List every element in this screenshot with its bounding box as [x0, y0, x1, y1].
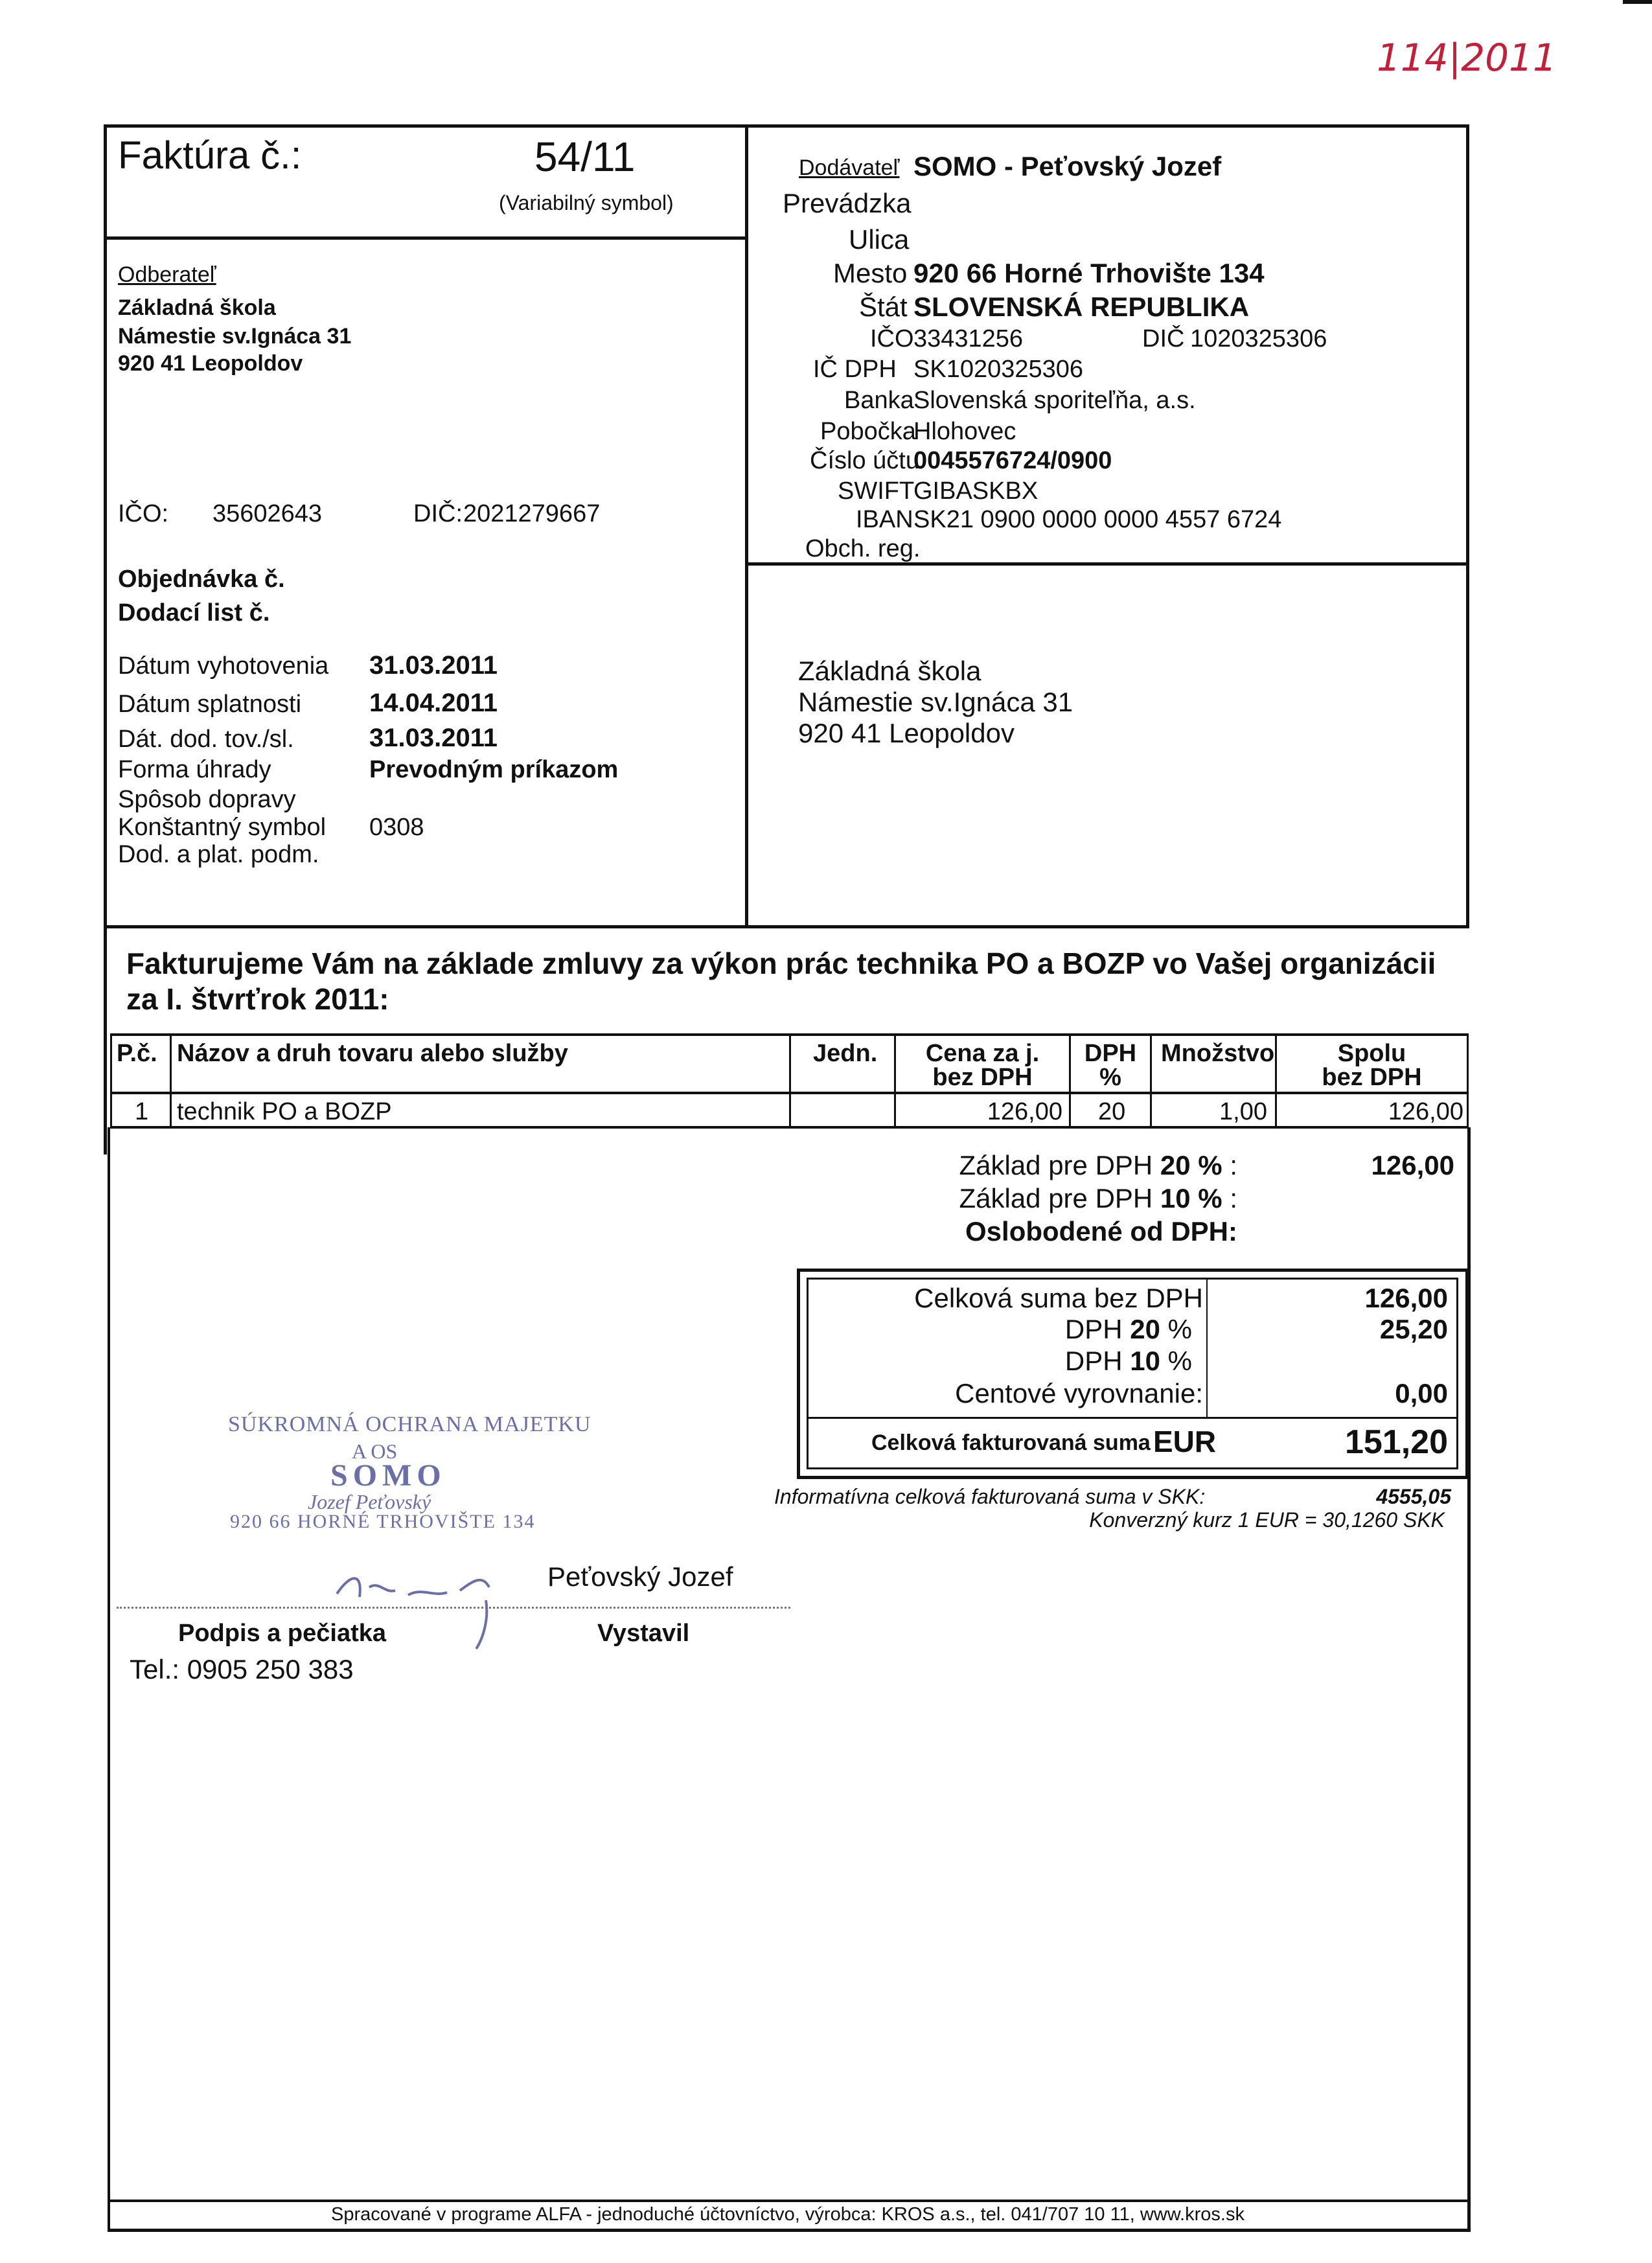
vat-label: DPH: [1064, 1314, 1123, 1344]
vat-base-pct: 10 %: [1160, 1183, 1222, 1213]
row-total: 126,00: [1388, 1098, 1463, 1125]
vat-base-10-label: Základ pre DPH 10 % :: [959, 1183, 1237, 1213]
date-value: 0308: [369, 814, 424, 841]
frame-top: [104, 124, 1469, 128]
customer-name: Základná škola: [118, 295, 276, 320]
supplier-account-label: Číslo účtu: [810, 447, 919, 474]
date-label: Forma úhrady: [118, 756, 271, 783]
header-divider: [745, 124, 748, 926]
vat20-label: [816, 1314, 1192, 1345]
skk-value: 4555,05: [1376, 1485, 1451, 1508]
col-header-total-sub: bez DPH: [1322, 1064, 1422, 1091]
date-value: 31.03.2011: [369, 724, 498, 752]
col-header-pc: P.č.: [117, 1040, 157, 1067]
total-no-vat-label: Celková suma bez DPH: [914, 1283, 1203, 1313]
signature-label: Podpis a pečiatka: [178, 1620, 387, 1647]
footer-top-line: [108, 2200, 1471, 2202]
skk-label: Informatívna celková fakturovaná suma v SKK:: [774, 1485, 1206, 1508]
date-label: Spôsob dopravy: [118, 786, 296, 813]
date-value: Prevodným príkazom: [369, 756, 619, 783]
vat10-label: [816, 1346, 1192, 1377]
customer-ico-label: IČO:: [118, 500, 169, 527]
date-label: Konštantný symbol: [118, 814, 327, 841]
total-no-vat-value: 126,00: [1364, 1283, 1448, 1313]
issued-by-label: Vystavil: [597, 1620, 690, 1647]
invoice-number: 54/11: [534, 133, 636, 180]
customer-ico: 35602643: [212, 500, 323, 527]
handwritten-reference: 114|2011: [1377, 36, 1557, 80]
row-qty: 1,00: [1219, 1098, 1267, 1125]
frame-bottom: [108, 2229, 1471, 2232]
supplier-bank-label: Banka: [844, 387, 914, 414]
supplier-country: SLOVENSKÁ REPUBLIKA: [913, 292, 1250, 322]
delivery-note-label: Dodací list č.: [118, 599, 270, 626]
col-header-unit: Jedn.: [813, 1040, 878, 1067]
supplier-row-label: Ulica: [849, 224, 910, 255]
date-label: Dod. a plat. podm.: [118, 841, 319, 868]
supplier-ico: 33431256: [913, 325, 1024, 352]
vat-base-20-label: Základ pre DPH 20 % :: [959, 1150, 1237, 1180]
frame-right: [1466, 124, 1469, 928]
col-header-price: Cena za j.: [925, 1040, 1040, 1067]
col-header-vat: DPH: [1084, 1040, 1137, 1067]
delivery-name: Základná škola: [798, 656, 981, 686]
supplier-row-label: Prevádzka: [783, 188, 912, 218]
invoice-number-note: (Variabilný symbol): [499, 191, 674, 214]
customer-dic: 2021279667: [463, 500, 601, 527]
stamp-line: Jozef Peťovský: [308, 1490, 431, 1513]
date-label: Dát. dod. tov./sl.: [118, 726, 294, 753]
line-under-invoice: [107, 236, 745, 240]
page-edge-mark: [1623, 0, 1652, 4]
supplier-dic: 1020325306: [1190, 325, 1327, 352]
rounding-label: Centové vyrovnanie:: [955, 1378, 1203, 1408]
vat-base-pct: 20 %: [1160, 1150, 1222, 1180]
delivery-street: Námestie sv.Ignáca 31: [798, 687, 1073, 717]
vat-label: DPH: [1064, 1346, 1123, 1376]
stamp-line: SÚKROMNÁ OCHRANA MAJETKU: [228, 1412, 591, 1436]
date-value: 14.04.2011: [369, 689, 498, 717]
supplier-icdph-label: IČ DPH: [813, 356, 897, 383]
grand-total-value: 151,20: [1344, 1423, 1448, 1461]
customer-dic-label: DIČ:: [413, 500, 463, 527]
row-vat: 20: [1098, 1098, 1126, 1125]
pct-sign: %: [1167, 1314, 1192, 1344]
customer-street: Námestie sv.Ignáca 31: [118, 324, 352, 349]
footer-text: Spracované v programe ALFA - jednoduché účtovníctvo, výrobca: KROS a.s., tel. 041/707 10 11, www.kros.sk: [331, 2204, 1245, 2225]
supplier-bank: Slovenská sporiteľňa, a.s.: [913, 387, 1196, 414]
vat20-value: 25,20: [1379, 1314, 1448, 1344]
vat-pct: 20: [1130, 1314, 1160, 1344]
supplier-branch-label: Pobočka: [820, 418, 916, 445]
order-number-label: Objednávka č.: [118, 566, 285, 593]
date-label: Dátum vyhotovenia: [118, 652, 329, 680]
phone: Tel.: 0905 250 383: [130, 1654, 354, 1684]
supplier-name: SOMO - Peťovský Jozef: [913, 151, 1222, 181]
frame-left-lower: [108, 1127, 110, 2229]
grand-total-currency: EUR: [1153, 1425, 1217, 1458]
intro-line2: za I. štvrťrok 2011:: [126, 982, 389, 1016]
grand-total-label: Celková fakturovaná suma: [871, 1430, 1151, 1455]
col-header-name: Názov a druh tovaru alebo služby: [177, 1040, 568, 1067]
row-price: 126,00: [987, 1098, 1062, 1125]
line-under-header: [107, 925, 1469, 928]
supplier-city: 920 66 Horné Trhovište 134: [913, 258, 1265, 288]
vat-pct: 10: [1130, 1346, 1160, 1376]
date-value: 31.03.2011: [369, 651, 498, 680]
stamp-line: 920 66 HORNÉ TRHOVIŠTE 134: [230, 1511, 536, 1532]
supplier-label: Dodávateľ: [799, 155, 900, 180]
vat-exempt-label: Oslobodené od DPH:: [965, 1216, 1237, 1246]
col-header-qty: Množstvo: [1161, 1040, 1275, 1067]
supplier-branch: Hlohovec: [913, 418, 1016, 445]
vat-base-label: Základ pre DPH: [959, 1150, 1153, 1180]
pct-sign: %: [1167, 1346, 1192, 1376]
signature-dotted-line: [117, 1607, 790, 1609]
supplier-register-label: Obch. reg.: [805, 535, 921, 562]
rounding-value: 0,00: [1395, 1378, 1448, 1408]
issuer-name: Peťovský Jozef: [547, 1561, 733, 1592]
intro-line1: Fakturujeme Vám na základe zmluvy za výkon prác technika PO a BOZP vo Vašej organizácii: [126, 947, 1436, 980]
customer-label: Odberateľ: [118, 262, 216, 287]
customer-city: 920 41 Leopoldov: [118, 351, 303, 376]
supplier-dic-label: DIČ: [1142, 325, 1185, 352]
supplier-swift: GIBASKBX: [913, 477, 1038, 505]
vat-base-label: Základ pre DPH: [959, 1183, 1153, 1213]
supplier-row-label: Štát: [859, 292, 908, 322]
stamp-line: A OS: [352, 1440, 398, 1463]
supplier-swift-label: SWIFT: [838, 477, 915, 505]
invoice-title: Faktúra č.:: [118, 133, 302, 177]
row-name: technik PO a BOZP: [177, 1098, 392, 1125]
stamp-line: SOMO: [330, 1458, 446, 1493]
vat-base-20-value: 126,00: [1371, 1150, 1454, 1180]
delivery-city: 920 41 Leopoldov: [798, 718, 1015, 748]
col-header-total: Spolu: [1337, 1040, 1406, 1067]
row-pc: 1: [135, 1098, 149, 1125]
col-header-vat-sub: %: [1099, 1064, 1121, 1091]
frame-left: [104, 124, 107, 1154]
col-header-price-sub: bez DPH: [932, 1064, 1033, 1091]
supplier-account: 0045576724/0900: [913, 447, 1112, 474]
supplier-ico-label: IČO: [870, 325, 914, 352]
supplier-icdph: SK1020325306: [913, 356, 1084, 383]
supplier-row-label: Mesto: [833, 258, 908, 288]
supplier-iban: SK21 0900 0000 0000 4557 6724: [913, 506, 1282, 533]
conversion-rate: Konverzný kurz 1 EUR = 30,1260 SKK: [1089, 1508, 1445, 1532]
date-label: Dátum splatnosti: [118, 691, 302, 718]
supplier-iban-label: IBAN: [856, 506, 913, 533]
